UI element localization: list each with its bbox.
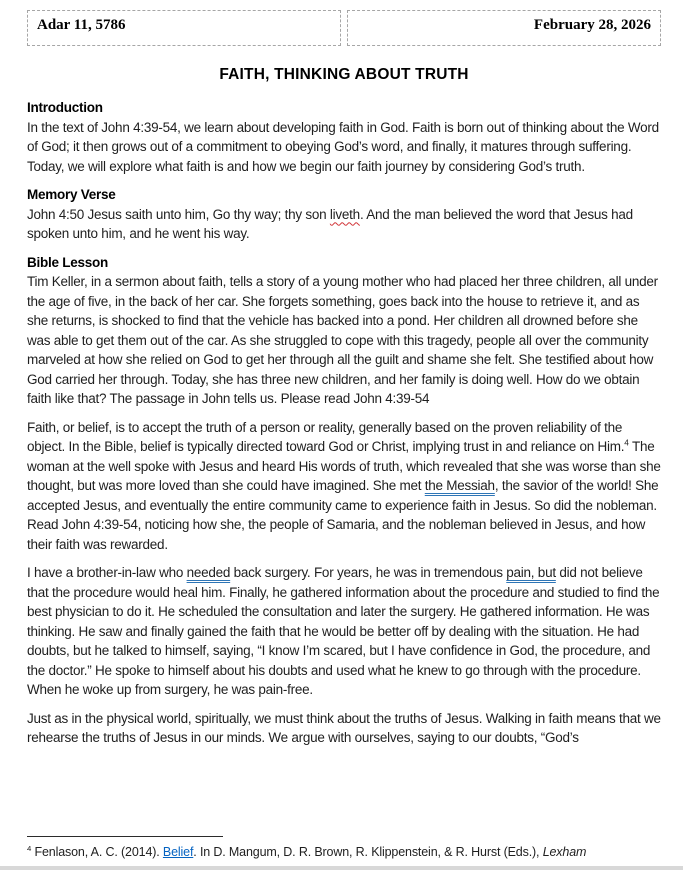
text-run-grammar: the Messiah — [424, 478, 495, 493]
gregorian-date: February 28, 2026 — [533, 17, 651, 33]
paragraph — [27, 272, 661, 409]
text-run: Just as in the physical world, spiritually, we must think about the truths of Jesus. Walking in faith means that we rehearse the truths of Jesus in our minds. We argue with ourselves, saying to our doubts, “God’s — [27, 710, 661, 745]
footnote-separator — [27, 836, 223, 837]
document-body — [27, 98, 661, 832]
text-run: back surgery. For years, he was in tremendous — [230, 565, 507, 580]
text-run-sup: 4 — [624, 437, 629, 448]
text-run: . In D. Mangum, D. R. Brown, R. Klippenstein, & R. Hurst (Eds.), — [193, 844, 543, 859]
text-run: Fenlason, A. C. (2014). — [31, 844, 163, 859]
section-heading: Introduction — [27, 100, 103, 115]
section-heading: Memory Verse — [27, 187, 116, 202]
section-heading: Bible Lesson — [27, 254, 109, 270]
document-header — [27, 10, 661, 46]
text-run-grammar: pain, but — [506, 565, 556, 580]
footnote-link[interactable]: Belief — [162, 844, 194, 859]
paragraph — [27, 709, 661, 748]
hebrew-date: Adar 11, 5786 — [37, 17, 126, 33]
text-run: did not believe that the procedure would heal him. Finally, he gathered information about the procedure and studied to find the best physician to do it. He scheduled the consultation and later the surgery. He gathered information. He was thinking. He saw and finally gained the faith that he would be better off by dealing with the situation. He had doubts, but he talked to himself, saying, “I know I’m scared, but I have confidence in God, the procedure, and the doctor.” He spoke to himself about his doubts and used what he knew to go through with the procedure. When he woke up from surgery, he was pain-free. — [27, 565, 660, 697]
text-run: , the savior of the world! She accepted Jesus, and eventually the entire community came to experience faith in Jesus. So did the nobleman. Read John 4:39-54, noticing how she, the people of Samaria, and the nobleman believed in Jesus, and how their faith was rewarded. — [27, 478, 659, 552]
document-title: FAITH, THINKING ABOUT TRUTH — [219, 66, 469, 83]
gregorian-date-box — [347, 10, 661, 46]
text-run-grammar: needed — [186, 565, 231, 580]
text-run: . And the man believed the word that Jesus had spoken unto him, and he went his way. — [27, 206, 633, 241]
paragraph — [27, 418, 661, 555]
text-run-spell: liveth — [329, 206, 360, 222]
text-run-sup: 4 — [27, 843, 32, 853]
text-run: Tim Keller, in a sermon about faith, tells a story of a young mother who had placed her three children, all under the age of five, in the back of her car. She forgets something, goes back into the house to retrieve it, and as she returns, is shocked to find that the vehicle has backed into a pond. Her children all drowned before she was able to get them out of the car. As she struggled to cope with this tragedy, people all over the community marveled at how she relied on God to get her through all the guilt and shame she felt. She testified about how God carried her through. Today, she has three new children, and her family is doing well. How do we obtain faith like that? The passage in John tells us. Please read John 4:39-54 — [27, 274, 658, 406]
paragraph — [27, 563, 661, 700]
text-run-italic: Lexham — [542, 844, 587, 859]
paragraph — [27, 118, 661, 177]
page-bottom-edge — [0, 866, 683, 870]
paragraph — [27, 205, 661, 244]
text-run: John 4:50 Jesus saith unto him, Go thy way; thy son — [27, 206, 330, 222]
text-run: I have a brother-in-law who — [27, 565, 187, 580]
footnote-text — [27, 844, 661, 861]
text-run: Faith, or belief, is to accept the truth of a person or reality, generally based on the proven reliability of the object. In the Bible, belief is typically directed toward God or Christ, implying trust in and reliance on Him. — [27, 419, 625, 454]
hebrew-date-box — [27, 10, 341, 46]
text-run: The woman at the well spoke with Jesus and heard His words of truth, which revealed that she was worse than she thought, but was more loved than she could have imagined. She met — [27, 439, 661, 493]
text-run: In the text of John 4:39-54, we learn about developing faith in God. Faith is born out of thinking about the Word of God; it then grows out of a commitment to obeying God’s word, and finally, it matures through suffering. Today, we will explore what faith is and how we begin our faith journey by considering God’s truth. — [27, 119, 659, 174]
footnote-area — [27, 832, 661, 870]
